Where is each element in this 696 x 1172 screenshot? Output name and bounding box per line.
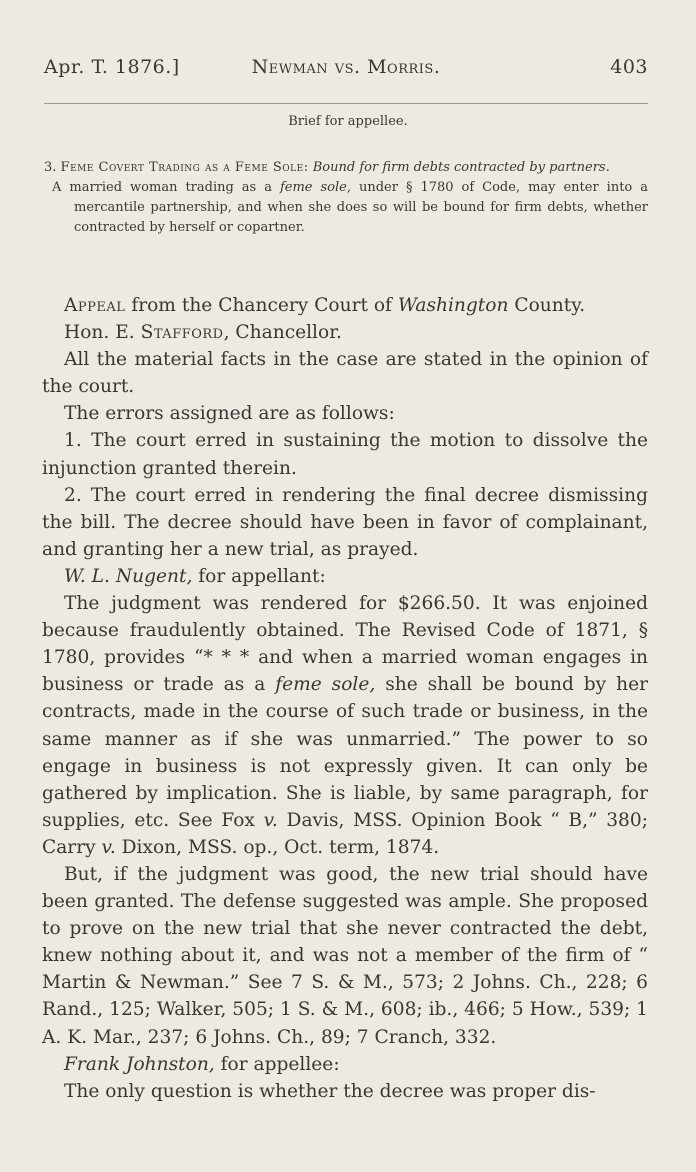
body-text <box>42 292 648 1105</box>
appellant-argument: The judgment was rendered for $266.50. It was enjoined because fraudulently obtained. The Revised Code of 1871, § 1780, provides “* * * and when a married woman engages in business or trade as a feme sole, she shall be bound by her contracts, made in the course of such trade or business, in the same manner as if she was unmarried.” The power to so engage in business is not expressly given. It can only be gathered by implication. She is liable, by same paragraph, for supplies, etc. See Fox v. Davis, MSS. Opinion Book “ B,” 380; Carry v. Dixon, MSS. op., Oct. term, 1874. <box>42 593 648 858</box>
headnote-subheading: Bound for firm debts contracted by partners. <box>312 160 610 175</box>
term-label: Apr. T. 1876.] <box>44 56 180 78</box>
page-number: 403 <box>610 56 648 78</box>
error-one: 1. The court erred in sustaining the motion to dissolve the injunction granted therein. <box>42 430 648 479</box>
error-two: 2. The court erred in rendering the final decree dismissing the bill. The decree should have been in favor of complainant, and granting her a new trial, as prayed. <box>42 484 648 560</box>
judge-line: Hon. E. Stafford, Chancellor. <box>64 322 342 344</box>
appellant-counsel: W. L. Nugent, for appellant: <box>64 565 326 587</box>
errors-intro: The errors assigned are as follows: <box>64 403 395 425</box>
headnote <box>44 158 648 238</box>
case-title: Newman vs. Morris. <box>251 56 441 78</box>
headnote-title <box>44 158 648 178</box>
headnote-text: A married woman trading as a feme sole, under § 1780 of Code, may enter into a mercantile partnership, and when she does so will be bound for firm debts, whether contracted by herself or copartner. <box>52 180 648 235</box>
new-trial-argument: But, if the judgment was good, the new trial should have been granted. The defense suggested was ample. She proposed to prove on the new trial that she never contracted the debt, knew nothing about it, and was not a member of the firm of “ Martin & Newman.” See 7 S. & M., 573; 2 Johns. Ch., 228; 6 Rand., 125; Walker, 505; 1 S. & M., 608; ib., 466; 5 How., 539; 1 A. K. Mar., 237; 6 Johns. Ch., 89; 7 Cranch, 332. <box>42 863 648 1048</box>
headnote-number: 3. <box>44 160 57 175</box>
headnote-heading: Feme Covert Trading as a Feme Sole: <box>60 160 309 175</box>
appeal-line: Appeal from the Chancery Court of Washington County. <box>64 295 586 316</box>
header-rule <box>44 103 648 104</box>
appellee-argument: The only question is whether the decree was proper dis- <box>64 1080 596 1102</box>
facts-paragraph: All the material facts in the case are stated in the opinion of the court. <box>42 349 648 398</box>
appellee-counsel: Frank Johnston, for appellee: <box>64 1053 340 1075</box>
brief-subheading: Brief for appellee. <box>288 114 408 129</box>
running-header <box>44 56 648 86</box>
